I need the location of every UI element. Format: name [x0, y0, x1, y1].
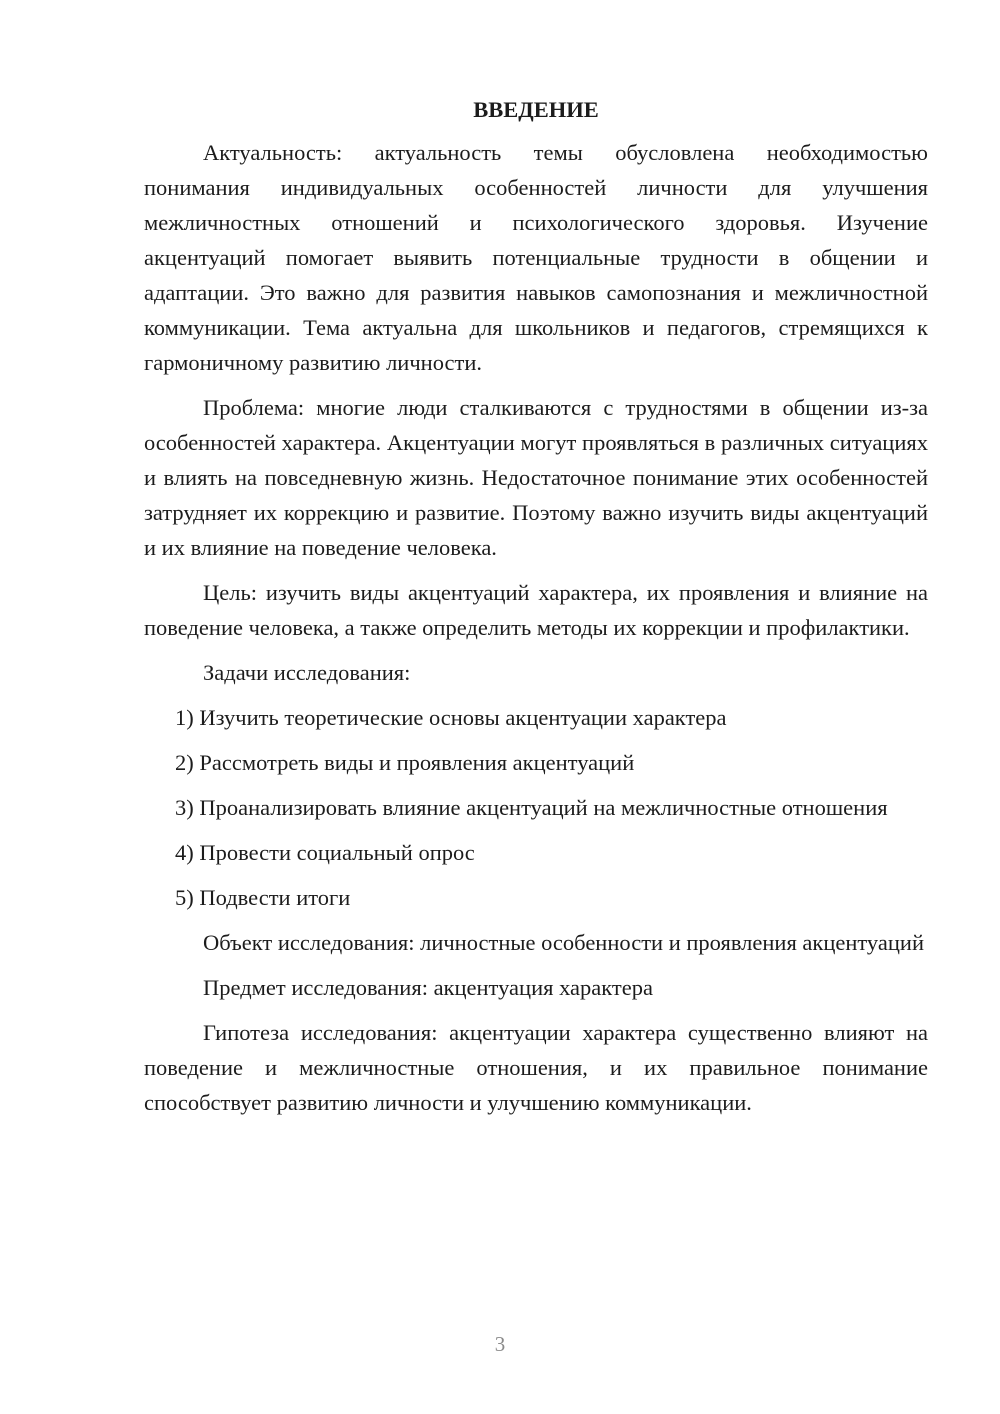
task-item-1: 1) Изучить теоретические основы акцентуации характера: [175, 705, 727, 730]
page-number: 3: [494, 1332, 506, 1356]
task-item-2: 2) Рассмотреть виды и проявления акцентуаций: [175, 750, 635, 775]
object-paragraph: Объект исследования: личностные особенности и проявления акцентуаций: [203, 930, 924, 955]
relevance-paragraph: Актуальность: актуальность темы обусловлена необходимостью понимания индивидуальных особенностей личности для улучшения межличностных отношений и психологического здоровья. Изучение акцентуаций помогает выявить потенциальные трудности в общении и адаптации. Это важно для развития навыков самопознания и межличностной коммуникации. Тема актуальна для школьников и педагогов, стремящихся к гармоничному развитию личности.: [144, 140, 928, 375]
hypothesis-paragraph: Гипотеза исследования: акцентуации характера существенно влияют на поведение и межличностные отношения, и их правильное понимание способствует развитию личности и улучшению коммуникации.: [144, 1020, 928, 1115]
problem-paragraph: Проблема: многие люди сталкиваются с трудностями в общении из-за особенностей характера. Акцентуации могут проявляться в различных ситуациях и влиять на повседневную жизнь. Недостаточное понимание этих особенностей затрудняет их коррекцию и развитие. Поэтому важно изучить виды акцентуаций и их влияние на поведение человека.: [144, 395, 928, 560]
task-item-5: 5) Подвести итоги: [175, 885, 351, 910]
goal-paragraph: Цель: изучить виды акцентуаций характера, их проявления и влияние на поведение человека, а также определить методы их коррекции и профилактики.: [144, 580, 928, 640]
task-item-4: 4) Провести социальный опрос: [175, 840, 475, 865]
section-title: ВВЕДЕНИЕ: [473, 97, 599, 122]
task-item-3: 3) Проанализировать влияние акцентуаций на межличностные отношения: [175, 795, 888, 820]
tasks-heading: Задачи исследования:: [203, 660, 411, 685]
document-page: [144, 92, 928, 1130]
subject-paragraph: Предмет исследования: акцентуация характера: [203, 975, 653, 1000]
